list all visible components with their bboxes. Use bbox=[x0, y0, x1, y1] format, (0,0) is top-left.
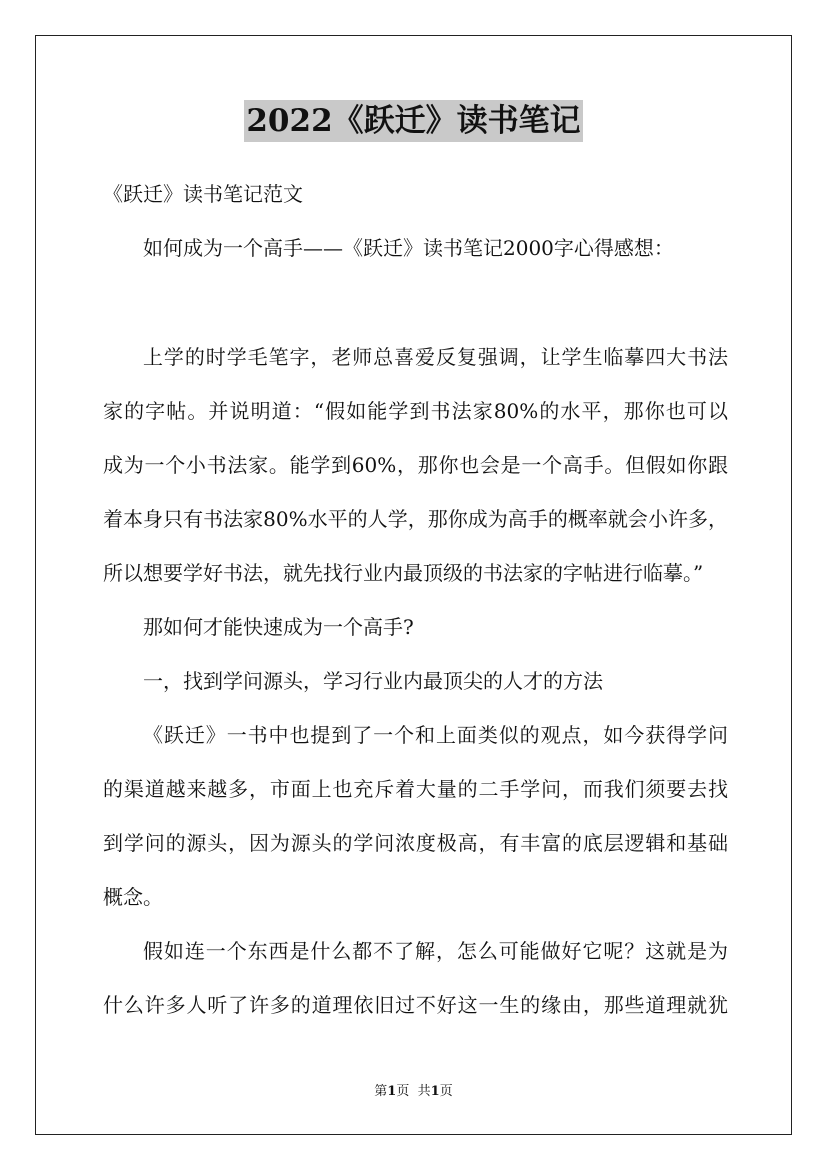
intro-line: 如何成为一个高手——《跃迁》读书笔记2000字心得感想： bbox=[143, 236, 674, 260]
document-subtitle: 《跃迁》读书笔记范文 bbox=[103, 182, 303, 206]
title-container bbox=[0, 100, 827, 142]
paragraph-line: 的渠道越来越多，市面上也充斥着大量的二手学问，而我们须要去找 bbox=[103, 777, 728, 801]
paragraph-line: 假如连一个东西是什么都不了解，怎么可能做好它呢？这就是为 bbox=[143, 939, 728, 963]
page-unit: 页 bbox=[396, 1084, 410, 1099]
paragraph-5 bbox=[103, 924, 728, 1032]
page-current: 1 bbox=[387, 1084, 397, 1099]
page-label: 第 bbox=[374, 1084, 388, 1099]
total-unit: 页 bbox=[439, 1084, 453, 1099]
total-label: 共 bbox=[417, 1084, 431, 1099]
paragraph-line: 成为一个小书法家。能学到60%，那你也会是一个高手。但假如你跟 bbox=[103, 453, 728, 477]
paragraph-line: 到学问的源头，因为源头的学问浓度极高，有丰富的底层逻辑和基础 bbox=[103, 831, 728, 855]
paragraph-1 bbox=[103, 330, 728, 600]
section-heading: 一，找到学问源头，学习行业内最顶尖的人才的方法 bbox=[143, 669, 603, 693]
paragraph-3 bbox=[103, 654, 728, 708]
document-title: 2022《跃迁》读书笔记 bbox=[244, 100, 582, 142]
paragraph-4 bbox=[103, 708, 728, 924]
page-total: 1 bbox=[430, 1084, 440, 1099]
paragraph-line: 《跃迁》一书中也提到了一个和上面类似的观点，如今获得学问 bbox=[143, 723, 728, 747]
paragraph-line: 那如何才能快速成为一个高手? bbox=[143, 615, 414, 639]
paragraph-line: 上学的时学毛笔字，老师总喜爱反复强调，让学生临摹四大书法 bbox=[143, 345, 728, 369]
paragraph-line: 所以想要学好书法，就先找行业内最顶级的书法家的字帖进行临摹。” bbox=[103, 561, 704, 585]
page-footer bbox=[0, 1083, 827, 1101]
paragraph-2 bbox=[103, 600, 728, 654]
paragraph-line: 概念。 bbox=[103, 885, 163, 909]
paragraph-line: 家的字帖。并说明道：“假如能学到书法家80%的水平，那你也可以 bbox=[103, 399, 728, 423]
paragraph-line: 着本身只有书法家80%水平的人学，那你成为高手的概率就会小许多， bbox=[103, 507, 728, 531]
paragraph-line: 什么许多人听了许多的道理依旧过不好这一生的缘由，那些道理就犹 bbox=[103, 993, 728, 1017]
